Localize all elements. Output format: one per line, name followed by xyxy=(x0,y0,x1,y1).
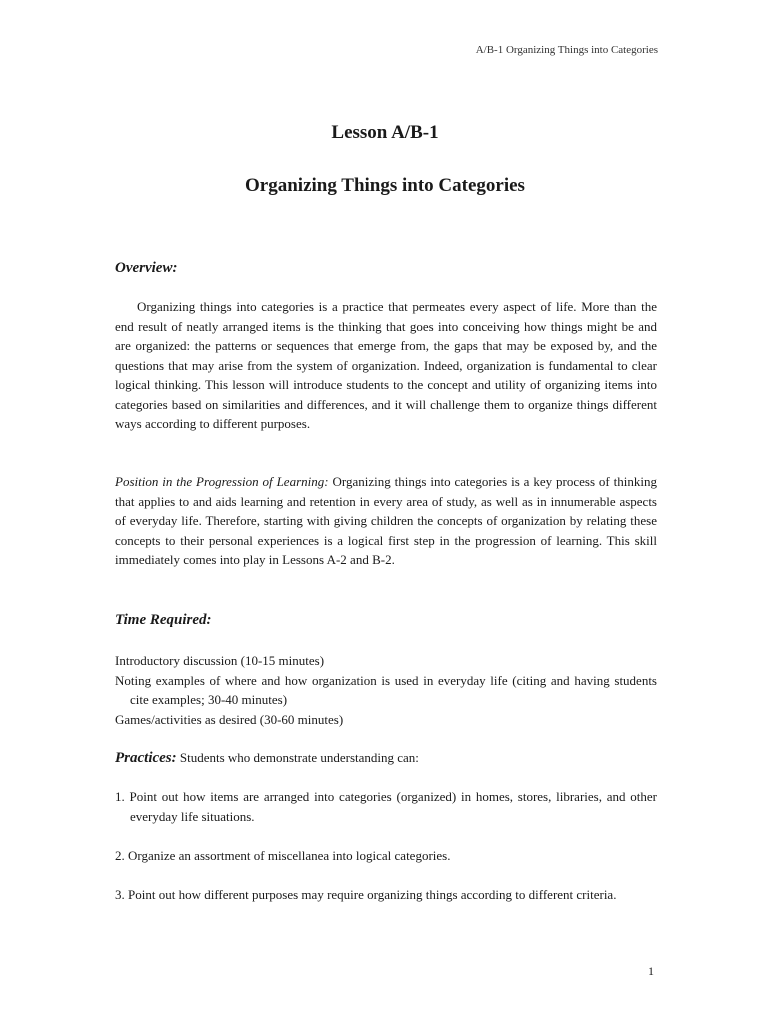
practices-item-3 xyxy=(115,885,657,905)
overview-section xyxy=(115,297,657,434)
practices-heading: Practices: xyxy=(115,750,177,766)
practices-item-1 xyxy=(115,787,657,826)
position-section xyxy=(115,472,657,570)
time-required-list xyxy=(115,651,657,729)
topic-title: Organizing Things into Categories xyxy=(245,175,525,196)
running-header: A/B-1 Organizing Things into Categories xyxy=(475,44,658,56)
overview-paragraph: Organizing things into categories is a practice that permeates every aspect of life. More than the end result of neatly arranged items is the thinking that goes into conceiving how things might be and are organized: the patterns or sequences that emerge from, the gaps that may be exposed by, and the questions that may arise from the system of organization. Indeed, organization is fundamental to clear logical thinking. This lesson will introduce students to the concept and utility of organizing items into categories based on similarities and differences, and it will challenge them to organize things different ways according to different purposes. xyxy=(115,299,657,431)
practices-paragraph xyxy=(115,748,657,769)
practices-item-2 xyxy=(115,846,657,866)
time-item: Games/activities as desired (30-60 minutes) xyxy=(115,711,344,727)
position-text: Organizing things into categories is a key process of thinking that applies to and aids learning and retention in every area of study, as well as in innumerable aspects of everyday life. Therefore, starting with giving children the concepts of organization by relating these concepts to their personal experiences is a logical first step in the progression of learning. This skill immediately comes into play in Lessons A-2 and B-2. xyxy=(115,474,657,567)
time-item: Introductory discussion (10-15 minutes) xyxy=(115,653,325,668)
practice-item: 2. Organize an assortment of miscellanea into logical categories. xyxy=(115,848,451,863)
practices-intro-line xyxy=(115,748,657,769)
practices-intro: Students who demonstrate understanding can: xyxy=(176,750,419,765)
practice-item: 3. Point out how different purposes may require organizing things according to different criteria. xyxy=(115,887,617,902)
page-number: 1 xyxy=(648,964,654,978)
time-item: Noting examples of where and how organization is used in everyday life (citing and having students cite examples; 30-40 minutes) xyxy=(115,672,657,707)
overview-heading: Overview: xyxy=(115,260,178,276)
position-paragraph xyxy=(115,472,657,570)
time-required-heading: Time Required: xyxy=(115,612,212,628)
lesson-title: Lesson A/B-1 xyxy=(331,122,439,143)
position-label: Position in the Progression of Learning: xyxy=(115,474,329,489)
practice-item: 1. Point out how items are arranged into categories (organized) in homes, stores, libraries, and other everyday life situations. xyxy=(115,789,657,824)
